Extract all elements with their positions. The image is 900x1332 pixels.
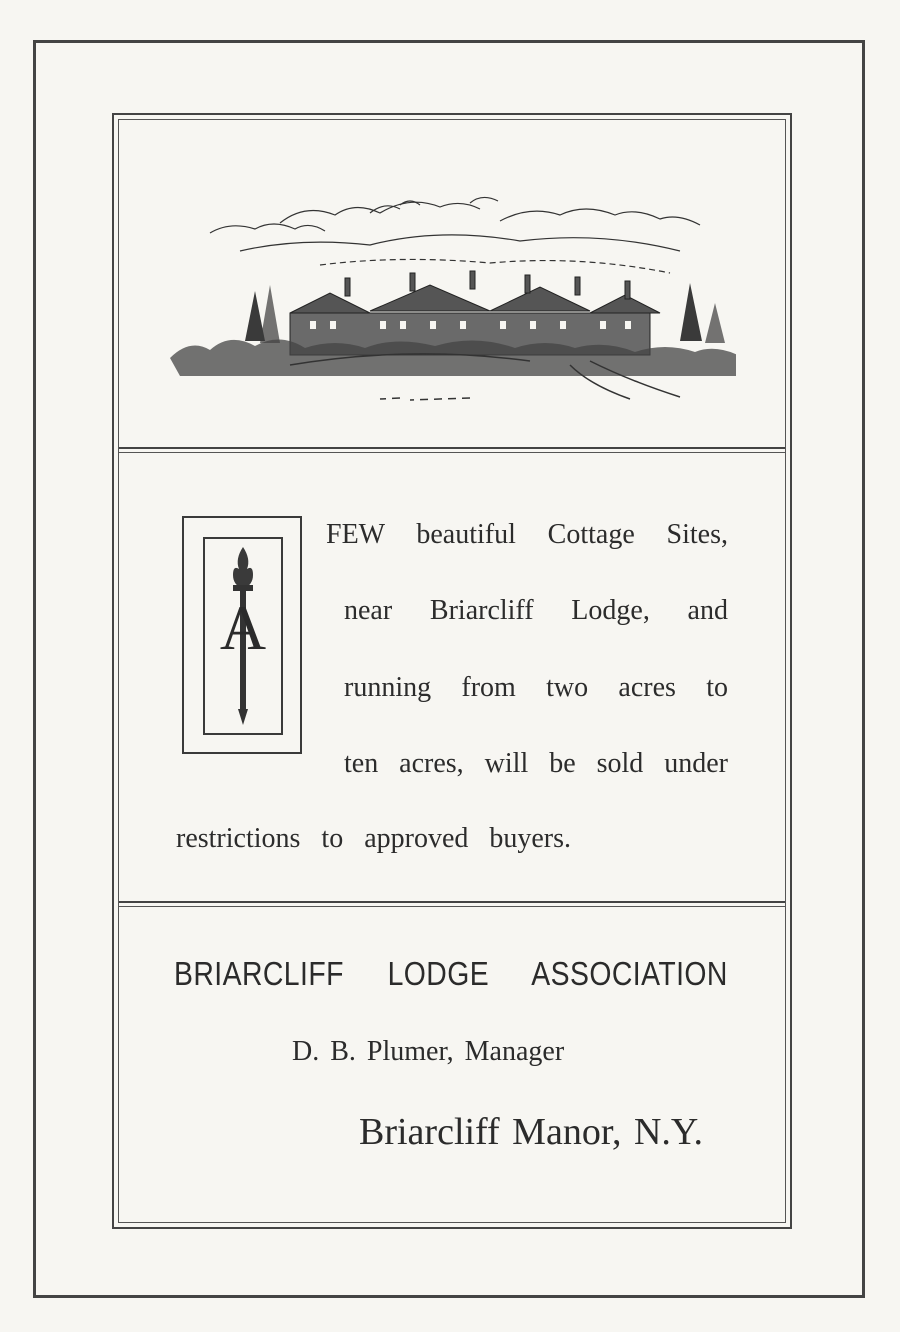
manager-line: D. B. Plumer, Manager [292,1036,565,1067]
panel-divider-top [118,447,786,453]
drop-cap-frame [182,516,302,754]
torch-ornament-icon [205,539,281,733]
body-line-2: near Briarcliff Lodge, and [344,595,728,626]
drop-cap-letter: A [219,592,267,663]
panel-divider-bottom [118,901,786,907]
body-line-4: ten acres, will be sold under [344,748,728,779]
lodge-engraving [170,193,736,403]
body-line-1: FEW beautiful Cottage Sites, [326,519,728,550]
advertisement-frame [112,113,792,1229]
body-line-3: running from two acres to [344,672,728,703]
drop-cap-inner-frame [203,537,283,735]
location-line: Briarcliff Manor, N.Y. [359,1111,703,1153]
association-name: BRIARCLIFF LODGE ASSOCIATION [174,955,728,992]
body-line-5: restrictions to approved buyers. [176,823,572,854]
